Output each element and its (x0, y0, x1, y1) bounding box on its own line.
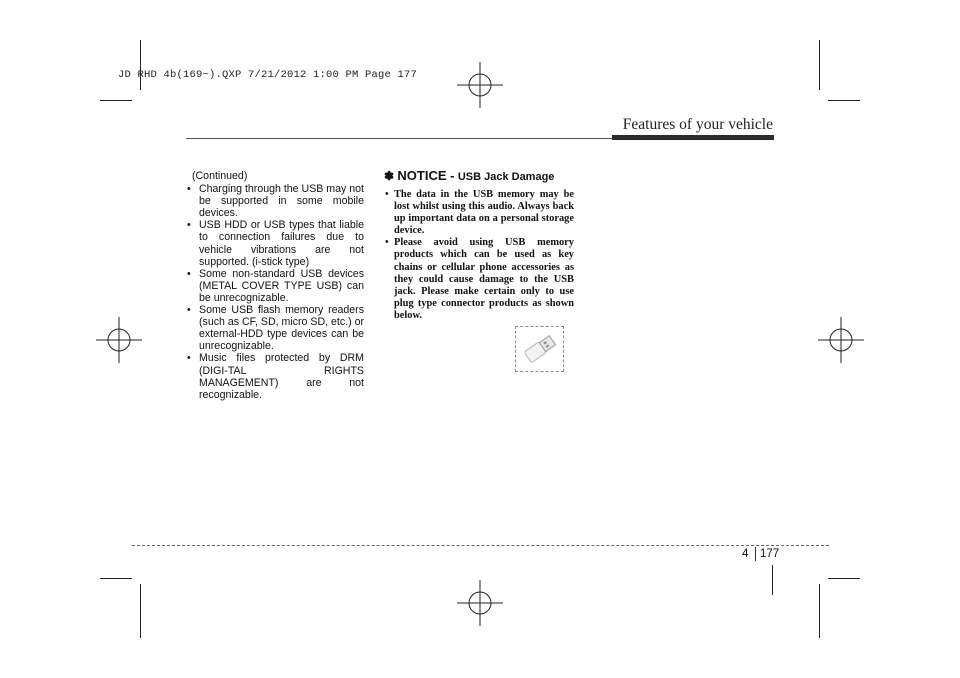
continued-label: (Continued) (192, 170, 248, 182)
print-slug: JD RHD 4b(169~).QXP 7/21/2012 1:00 PM Page 177 (118, 69, 418, 81)
list-item: • Charging through the USB may not be supported in some mobile devices. (185, 183, 364, 219)
left-column (185, 170, 364, 401)
header-rule (186, 138, 612, 139)
header-rule-bar (612, 135, 774, 140)
notice-title: USB Jack Damage (457, 171, 555, 183)
usb-plug-icon (516, 327, 563, 371)
notice-list (384, 189, 574, 322)
list-item: • The data in the USB memory may be lost whilst using this audio. Always back up important data on a personal storage device. (384, 189, 574, 237)
list-item: • Music files protected by DRM (DIGI-TAL RIGHTS MANAGEMENT) are not recognizable. (185, 352, 364, 400)
notice-label: NOTICE - (397, 168, 455, 183)
chapter-number: 4 (742, 548, 749, 560)
list-item: • Some non-standard USB devices (METAL COVER TYPE USB) can be unrecognizable. (185, 268, 364, 304)
footer-rule (132, 545, 829, 546)
list-item: • Some USB flash memory readers (such as CF, SD, micro SD, etc.) or external-HDD type devices can be unrecognizable. (185, 304, 364, 352)
registration-mark-bottom (455, 578, 505, 628)
registration-mark-right (816, 315, 866, 365)
registration-mark-top (455, 60, 505, 110)
notice-heading (384, 168, 574, 183)
usb-limitations-list (185, 183, 364, 401)
list-item: • Please avoid using USB memory products which can be used as key chains or cellular phone accessories as they could cause damage to the USB jack. Please make certain only to use plug type connector products as shown below. (384, 237, 574, 322)
section-title: Features of your vehicle (622, 116, 773, 133)
page-number: 177 (760, 548, 780, 560)
usb-plug-illustration (515, 326, 564, 372)
notice-star-icon: ✽ (384, 169, 395, 183)
list-item: • USB HDD or USB types that liable to connection failures due to vehicle vibrations are not supported. (i-stick type) (185, 219, 364, 267)
page-number-separator (755, 547, 756, 561)
registration-mark-left (94, 315, 144, 365)
notice-section (384, 168, 574, 322)
